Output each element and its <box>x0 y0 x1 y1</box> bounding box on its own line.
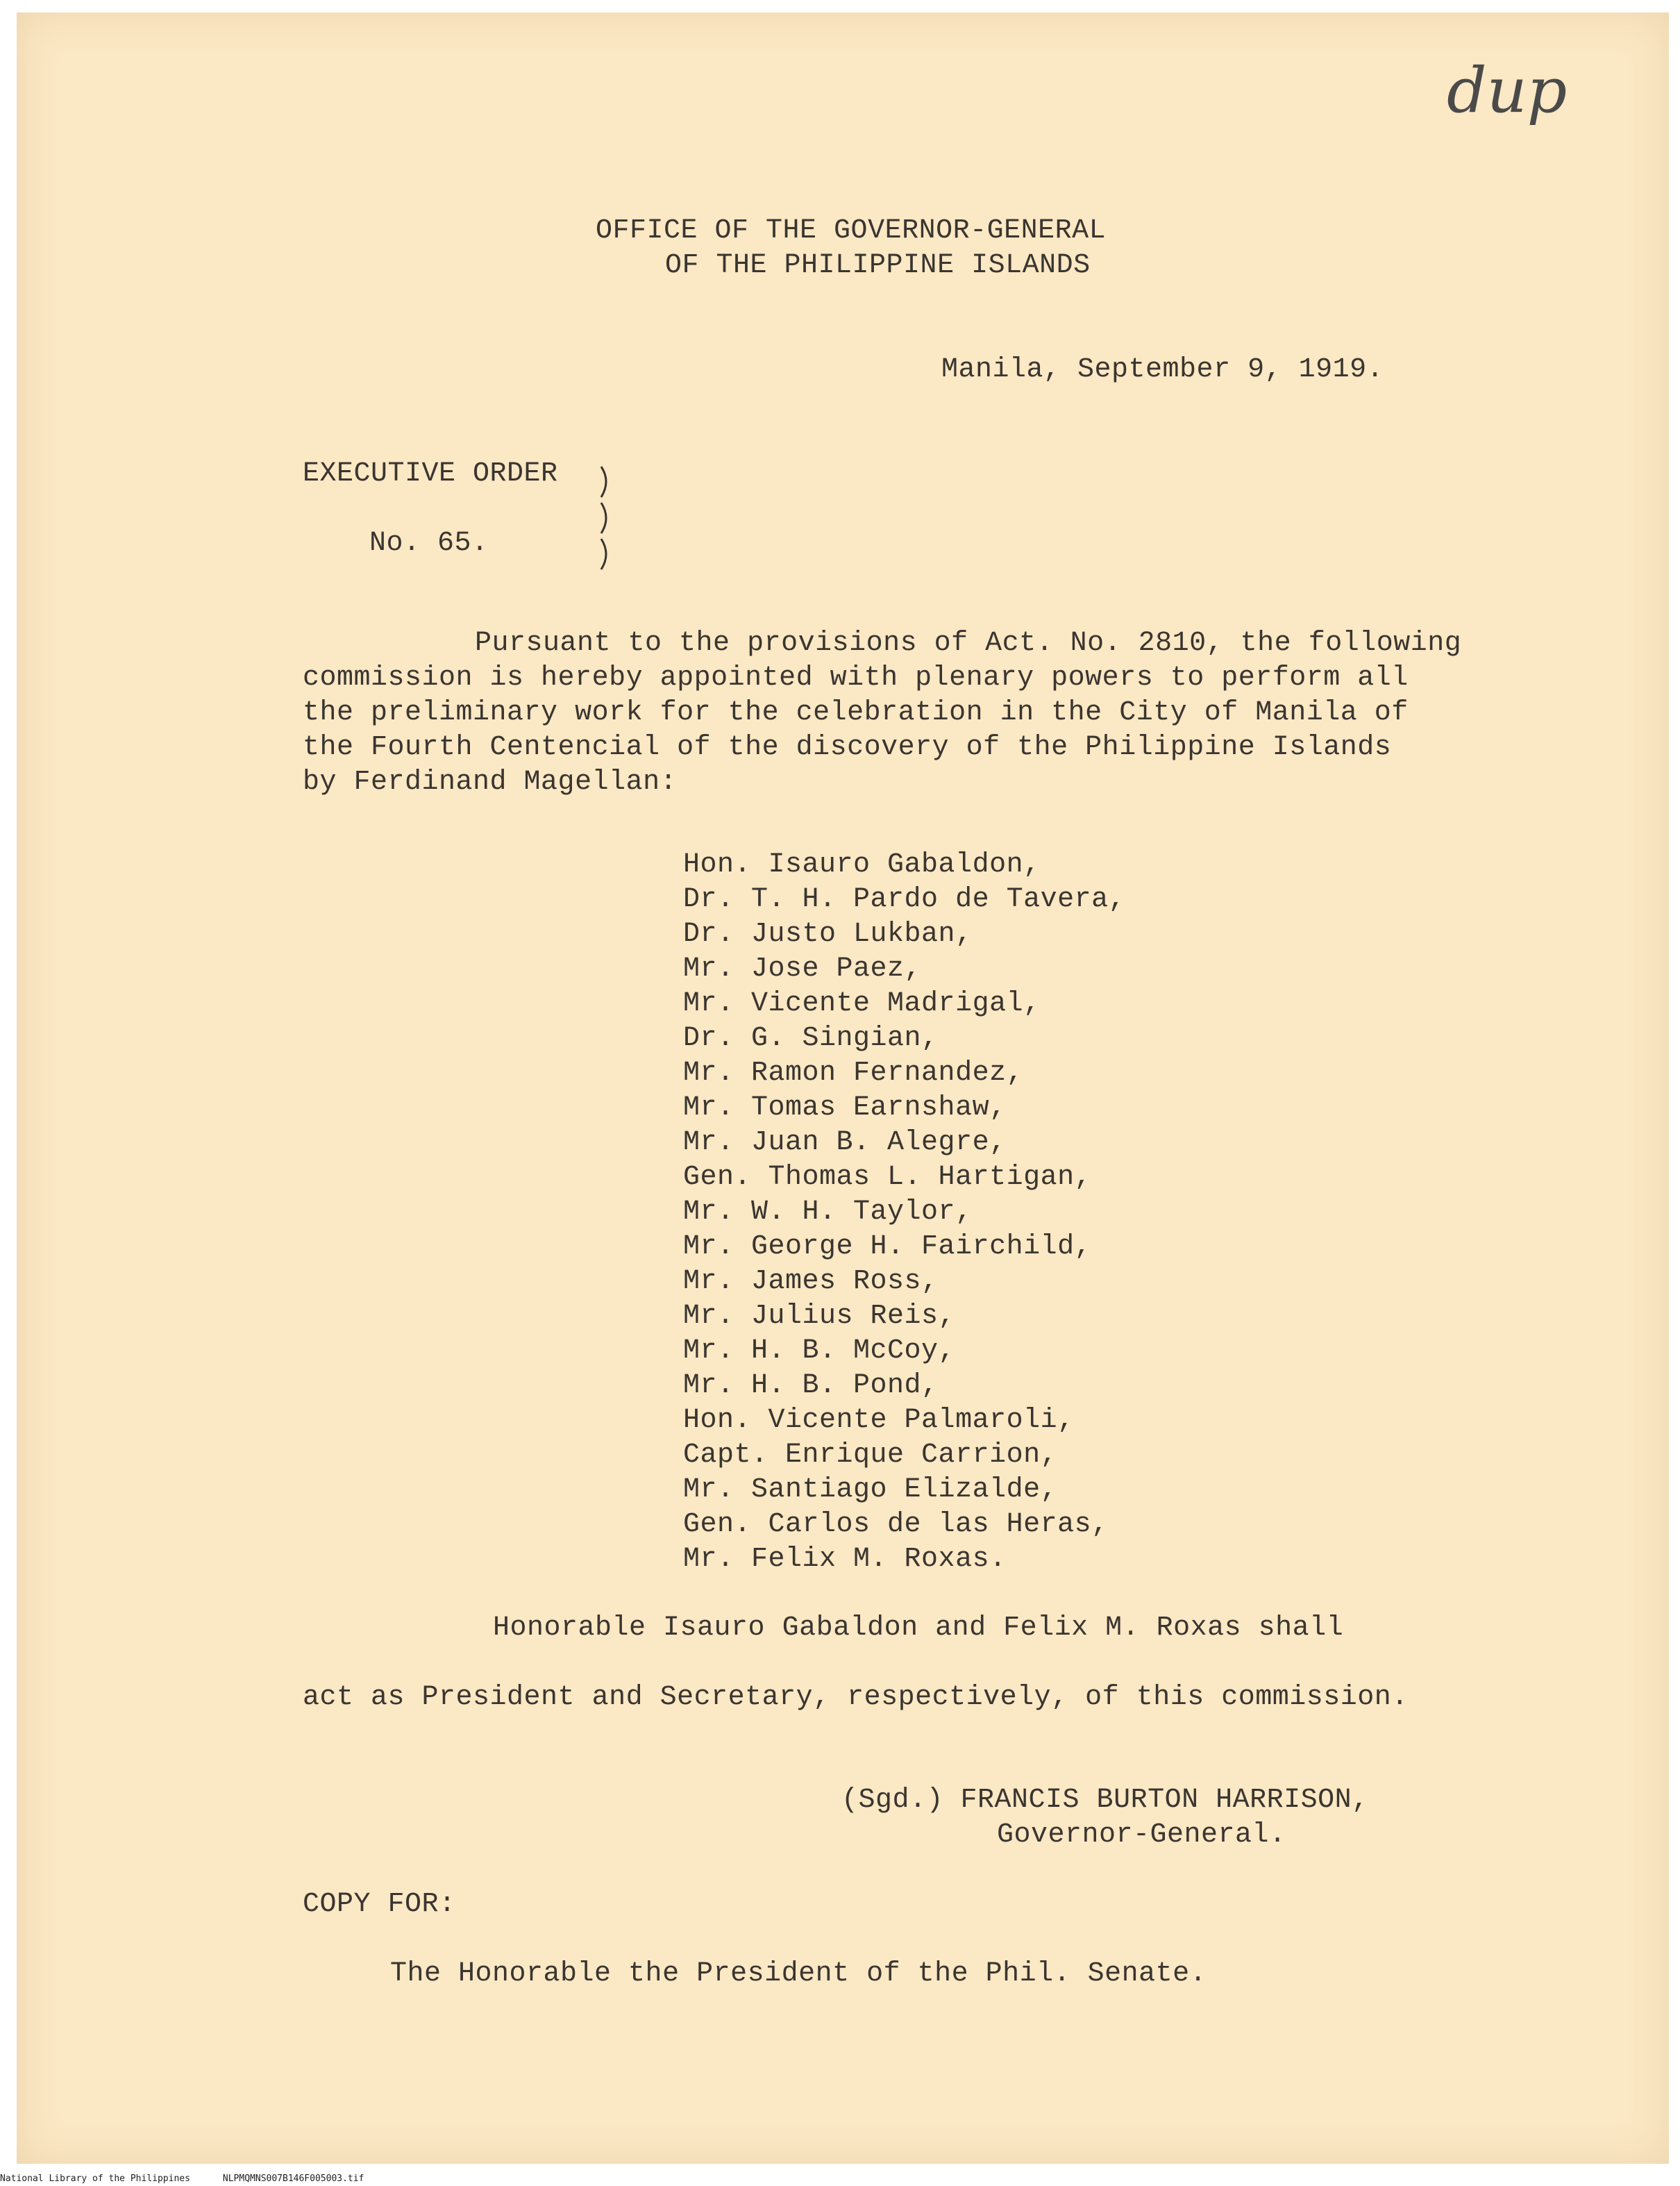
member-item: Hon. Isauro Gabaldon, <box>683 849 1041 881</box>
signature-name: (Sgd.) FRANCIS BURTON HARRISON, <box>841 1785 1369 1816</box>
handwritten-annotation: dup <box>1447 54 1568 127</box>
member-item: Mr. Santiago Elizalde, <box>683 1474 1058 1505</box>
member-item: Mr. H. B. Pond, <box>683 1370 939 1401</box>
member-item: Mr. Ramon Fernandez, <box>683 1058 1024 1089</box>
member-item: Mr. W. H. Taylor, <box>683 1196 973 1228</box>
copy-for-recipient: The Honorable the President of the Phil. Senate. <box>390 1958 1207 1989</box>
paragraph-line-3: the preliminary work for the celebration in the City of Manila of <box>303 697 1409 728</box>
member-item: Mr. Felix M. Roxas. <box>683 1544 1007 1575</box>
paragraph-line-1: Pursuant to the provisions of Act. No. 2810, the following <box>475 628 1462 659</box>
closing-line-2: act as President and Secretary, respectively, of this commission. <box>303 1682 1409 1713</box>
member-item: Dr. G. Singian, <box>683 1023 939 1054</box>
member-item: Mr. H. B. McCoy, <box>683 1335 956 1367</box>
member-item: Gen. Thomas L. Hartigan, <box>683 1162 1092 1193</box>
header-line-1: OFFICE OF THE GOVERNOR-GENERAL <box>596 215 1107 247</box>
member-item: Mr. Juan B. Alegre, <box>683 1127 1007 1158</box>
member-item: Mr. Vicente Madrigal, <box>683 988 1041 1019</box>
member-item: Mr. James Ross, <box>683 1266 939 1297</box>
order-title: EXECUTIVE ORDER <box>303 458 558 490</box>
paragraph-line-5: by Ferdinand Magellan: <box>303 767 678 798</box>
dateline: Manila, September 9, 1919. <box>941 354 1384 385</box>
footer-file: NLPMQMNS007B146F005003.tif <box>222 2174 364 2184</box>
member-item: Mr. Julius Reis, <box>683 1301 956 1332</box>
commission-member-list <box>683 848 1125 1577</box>
order-number: No. 65. <box>369 528 489 559</box>
header-line-2: OF THE PHILIPPINE ISLANDS <box>665 250 1091 281</box>
member-item: Mr. George H. Fairchild, <box>683 1231 1092 1262</box>
signature-title: Governor-General. <box>997 1819 1286 1851</box>
member-item: Hon. Vicente Palmaroli, <box>683 1405 1075 1436</box>
member-item: Mr. Jose Paez, <box>683 953 922 985</box>
document-page <box>17 12 1669 2164</box>
paragraph-line-4: the Fourth Centencial of the discovery of the Philippine Islands <box>303 732 1392 763</box>
member-item: Gen. Carlos de las Heras, <box>683 1509 1109 1540</box>
footer-source: National Library of the Philippines <box>0 2174 190 2184</box>
member-item: Dr. T. H. Pardo de Tavera, <box>683 884 1126 915</box>
member-item: Capt. Enrique Carrion, <box>683 1440 1058 1471</box>
member-item: Mr. Tomas Earnshaw, <box>683 1092 1007 1124</box>
closing-line-1: Honorable Isauro Gabaldon and Felix M. Roxas shall <box>493 1612 1344 1644</box>
member-item: Dr. Justo Lukban, <box>683 919 973 950</box>
order-bracket <box>598 464 619 571</box>
paragraph-line-2: commission is hereby appointed with plenary powers to perform all <box>303 662 1409 694</box>
copy-for-label: COPY FOR: <box>303 1889 456 1920</box>
archive-footer <box>0 2174 364 2184</box>
